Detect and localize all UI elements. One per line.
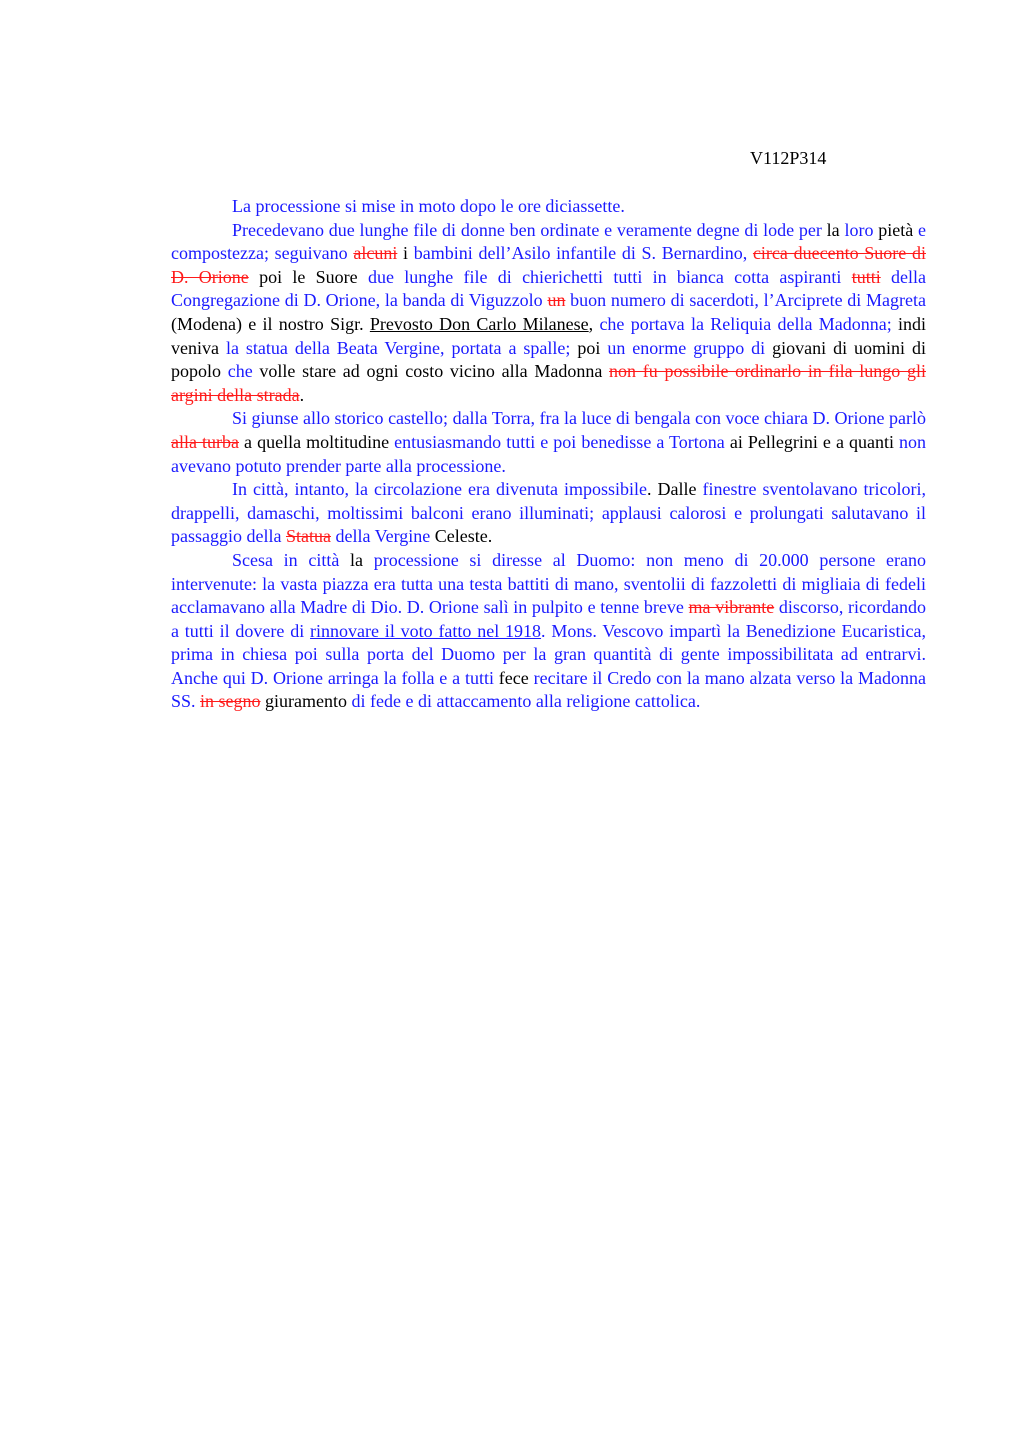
original-text: (Modena) e il nostro Sigr. bbox=[171, 313, 370, 334]
original-text: indi veniva bbox=[171, 313, 926, 358]
original-text: fece bbox=[493, 667, 534, 688]
paragraph bbox=[171, 219, 926, 408]
revised-text: bambini dell’Asilo infantile di S. Bernardino, bbox=[413, 243, 753, 264]
revised-text: In città, intanto, la circolazione era divenuta impossibile bbox=[232, 479, 647, 500]
revised-text: che portava la Reliquia della Madonna; bbox=[599, 313, 892, 334]
revised-text: due lunghe file di chierichetti tutti in bianca cotta aspiranti bbox=[367, 266, 852, 287]
revised-text: Precedevano due lunghe file di donne ben ordinate e veramente degne di lode per bbox=[232, 219, 822, 240]
revised-text: . Mons. Vescovo impartì la Benedizione Eucaristica, prima in chiesa poi sulla porta del Duomo per la gran quantità di gente impossibilitata ad entrarvi. Anche qui D. Orione arringa la folla e a tutti bbox=[171, 620, 926, 688]
paragraph bbox=[171, 549, 926, 714]
original-text: poi le Suore bbox=[248, 266, 368, 287]
underlined-text: rinnovare il voto fatto nel 1918 bbox=[310, 620, 542, 641]
original-text: giovani di uomini di popolo bbox=[171, 337, 927, 382]
revised-text: della Vergine bbox=[330, 526, 431, 547]
deleted-text: alcuni bbox=[353, 243, 398, 264]
revised-text: loro bbox=[844, 219, 874, 240]
revised-text: non avevano potuto prender parte alla processione. bbox=[171, 431, 927, 476]
underlined-text: Prevosto Don Carlo Milanese bbox=[369, 313, 589, 334]
original-text: pietà bbox=[873, 219, 919, 240]
deleted-text: non fu possibile ordinarlo in fila lungo gli argini della strada bbox=[171, 361, 926, 405]
original-text: Celeste. bbox=[430, 526, 493, 547]
paragraph bbox=[171, 195, 926, 219]
revised-text: che bbox=[227, 361, 253, 382]
revised-text: La processione si mise in moto dopo le ore diciassette. bbox=[232, 196, 625, 216]
deleted-text: Statua bbox=[285, 526, 331, 547]
revised-text: la statua della Beata Vergine, portata a spalle; bbox=[225, 337, 571, 358]
original-text: . bbox=[299, 384, 305, 405]
original-text: ai Pellegrini e a quanti bbox=[724, 431, 900, 452]
document-body bbox=[171, 195, 926, 714]
original-text: giuramento bbox=[260, 691, 352, 712]
page-id-label: V112P314 bbox=[750, 148, 827, 168]
revised-text: finestre sventolavano tricolori, drappelli, damaschi, moltissimi balconi erano illuminati; applausi calorosi e prolungati salutavano il passaggio della bbox=[171, 479, 927, 547]
revised-text: della Congregazione di D. Orione, la banda di Viguzzolo bbox=[171, 266, 927, 311]
revised-text: recitare il Credo con la mano alzata verso la Madonna SS. bbox=[171, 667, 926, 712]
revised-text: discorso, ricordando a tutti il dovere di bbox=[171, 597, 926, 641]
deleted-text: alla turba bbox=[171, 431, 240, 452]
deleted-text: tutti bbox=[851, 266, 881, 287]
original-text: i bbox=[397, 243, 414, 264]
original-text: poi bbox=[570, 337, 608, 358]
revised-text: processione si diresse al Duomo: non meno di 20.000 persone erano intervenute: la vasta piazza era tutta una testa battiti di mano, sventolii di fazzoletti di migliaia di fedeli acclamavano alla Madre di Dio. D. Orione salì in pulpito e tenne breve bbox=[171, 549, 926, 618]
revised-text: buon numero di sacerdoti, l’Arciprete di Magreta bbox=[565, 290, 927, 311]
revised-text: di fede e di attaccamento alla religione cattolica. bbox=[351, 691, 701, 712]
deleted-text: un bbox=[547, 290, 566, 311]
revised-text: e compostezza; seguivano bbox=[171, 219, 927, 264]
revised-text: entusiasmando tutti e poi benedisse a Tortona bbox=[394, 431, 725, 452]
original-text: , bbox=[588, 313, 600, 334]
paragraph bbox=[171, 478, 926, 549]
deleted-text: in segno bbox=[200, 691, 261, 712]
revised-text: Scesa in città bbox=[232, 549, 340, 570]
original-text: a quella moltitudine bbox=[239, 431, 395, 452]
original-text: la bbox=[339, 549, 374, 570]
original-text: . Dalle bbox=[647, 479, 703, 500]
deleted-text: ma vibrante bbox=[688, 597, 775, 618]
original-text: la bbox=[821, 219, 845, 240]
paragraph bbox=[171, 407, 926, 478]
revised-text: Si giunse allo storico castello; dalla Torra, fra la luce di bengala con voce chiara D. Orione parlò bbox=[232, 408, 926, 429]
deleted-text: circa duecento Suore di D. Orione bbox=[171, 243, 926, 287]
original-text: volle stare ad ogni costo vicino alla Madonna bbox=[252, 361, 610, 382]
revised-text: un enorme gruppo di bbox=[607, 337, 766, 358]
